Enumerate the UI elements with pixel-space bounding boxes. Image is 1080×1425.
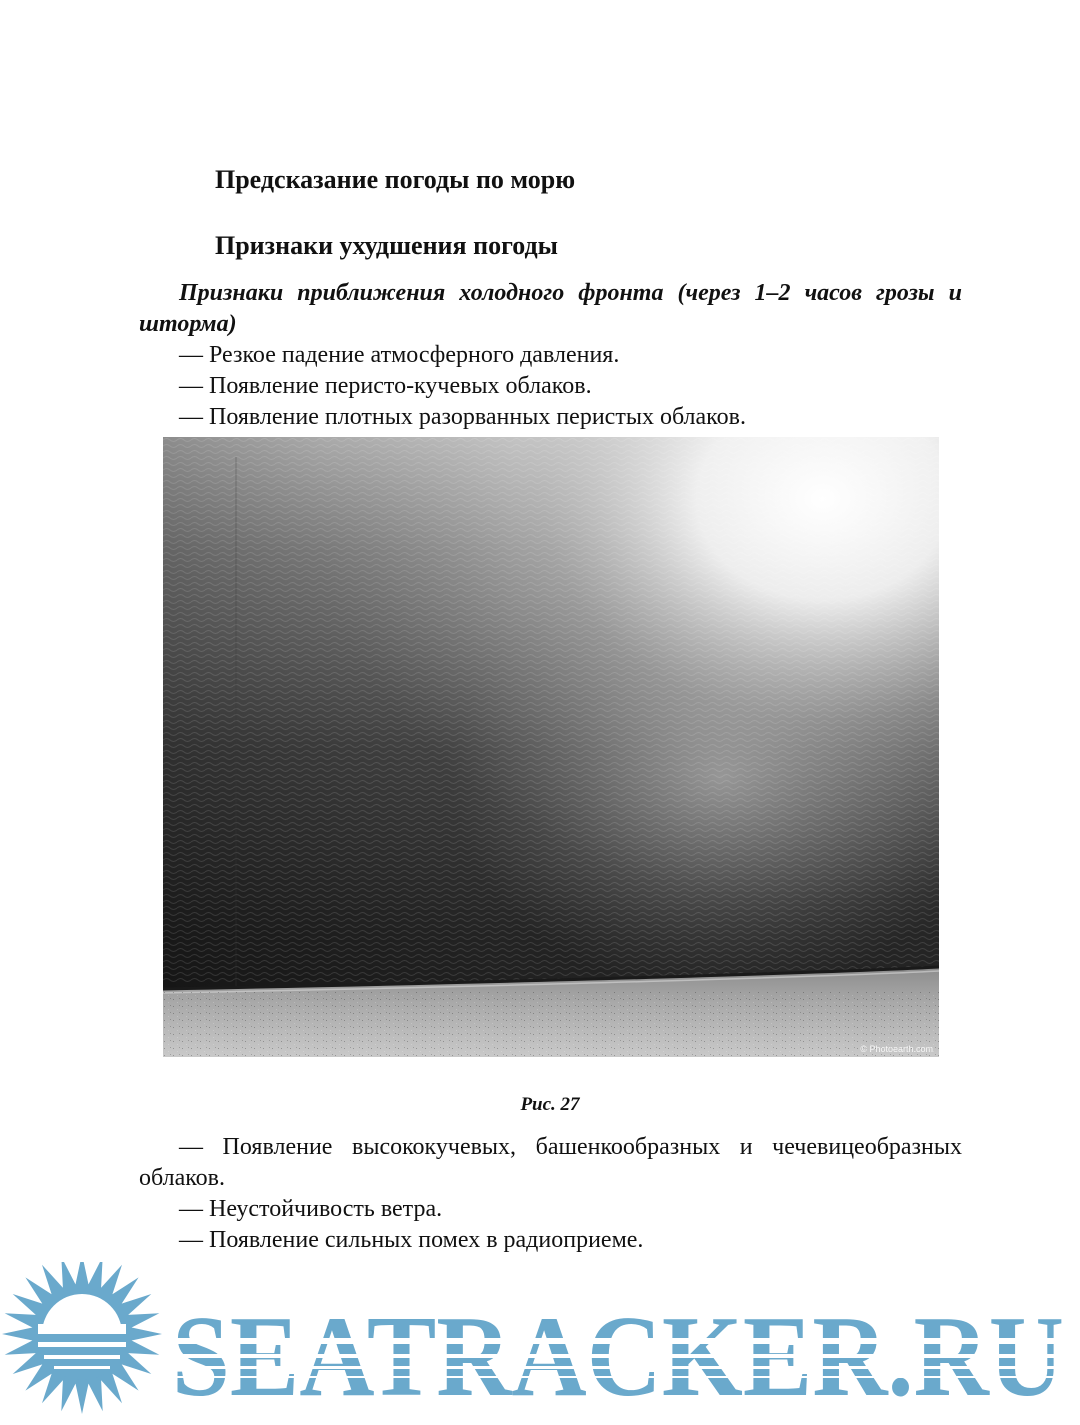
list-item: — Появление плотных разорванных перистых облаков. [179, 404, 746, 430]
seatracker-logo [0, 1262, 1080, 1422]
site-name-logotype [170, 1293, 1070, 1421]
list-item: — Резкое падение атмосферного давления. [179, 342, 620, 368]
sea-photo [163, 437, 939, 1057]
sun-logo-icon [2, 1262, 162, 1414]
text-block-before-figure [139, 278, 962, 433]
figure-caption: Рис. 27 [520, 1094, 580, 1115]
list-item: — Неустойчивость ветра. [179, 1196, 443, 1222]
list-item: — Появление перисто-кучевых облаков. [179, 373, 592, 399]
section-title: Признаки ухудшения погоды [215, 231, 558, 260]
list-item: — Появление сильных помех в радиоприеме. [179, 1227, 644, 1253]
text-block-after-figure [139, 1132, 962, 1256]
page-title: Предсказание погоды по морю [215, 165, 576, 194]
photo-watermark: © Photoearth.com [860, 1044, 933, 1054]
list-item: — Появление высококучевых, башенкообразных и чечевицеобразных облаков. [139, 1134, 962, 1191]
lead-paragraph: Признаки приближения холодного фронта (через 1–2 часов грозы и шторма) [139, 280, 962, 337]
